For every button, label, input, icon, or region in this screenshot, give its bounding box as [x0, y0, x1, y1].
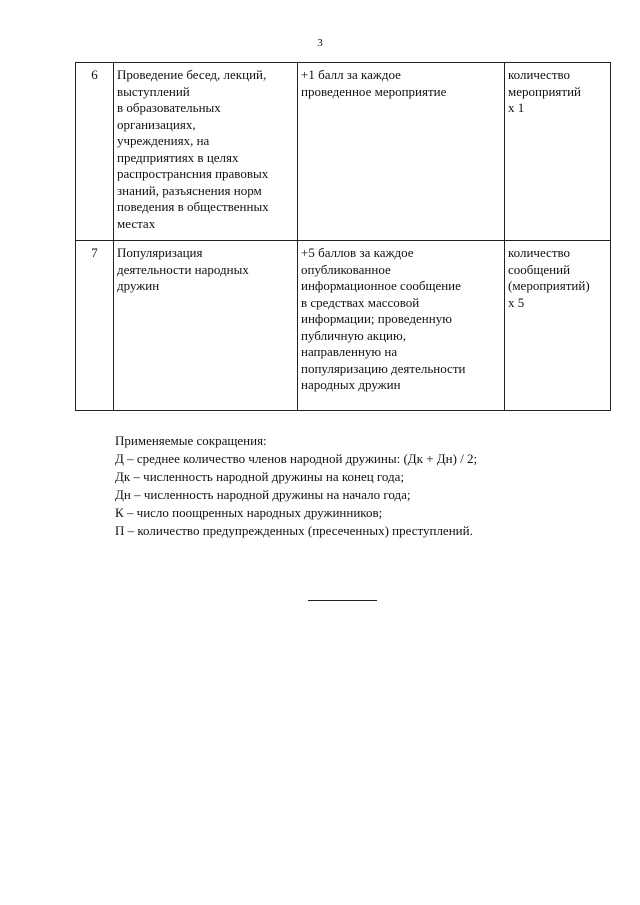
abbreviation-item: Дк – численность народной дружины на конец года;: [115, 469, 405, 484]
abbreviations-heading: Применяемые сокращения:: [115, 433, 267, 448]
formula-text: количество сообщений (мероприятий) х 5: [508, 245, 590, 310]
activity-cell: [114, 241, 298, 411]
table-row: [76, 63, 611, 241]
activity-text: Популяризация деятельности народных дружин: [117, 245, 249, 293]
row-number-cell: [76, 63, 114, 241]
points-cell: [298, 63, 505, 241]
formula-cell: [505, 63, 611, 241]
row-number: 7: [91, 245, 98, 260]
activity-text: Проведение бесед, лекций, выступлений в образовательных организациях, учреждениях, на предприятиях в целях распространсния правовых знаний, разъяснения норм поведения в общественных местах: [117, 67, 269, 231]
criteria-table: [75, 62, 611, 411]
points-cell: [298, 241, 505, 411]
abbreviation-item: Д – среднее количество членов народной дружины: (Дк + Дн) / 2;: [115, 451, 478, 466]
table-row: [76, 241, 611, 411]
abbreviation-item: П – количество предупрежденных (пресеченных) преступлений.: [115, 523, 473, 538]
formula-text: количество мероприятий х 1: [508, 67, 581, 115]
abbreviations-block: [115, 432, 615, 540]
end-of-document-rule: [308, 600, 377, 601]
abbreviation-item: Дн – численность народной дружины на начало года;: [115, 487, 411, 502]
row-number: 6: [91, 67, 98, 82]
row-number-cell: [76, 241, 114, 411]
points-text: +5 баллов за каждое опубликованное информационное сообщение в средствах массовой информации; проведенную публичную акцию, направленную на популяризацию деятельности народных дружин: [301, 245, 466, 392]
abbreviation-item: К – число поощренных народных дружинников;: [115, 505, 383, 520]
points-text: +1 балл за каждое проведенное мероприятие: [301, 67, 447, 99]
formula-cell: [505, 241, 611, 411]
page-number: 3: [317, 37, 323, 49]
activity-cell: [114, 63, 298, 241]
